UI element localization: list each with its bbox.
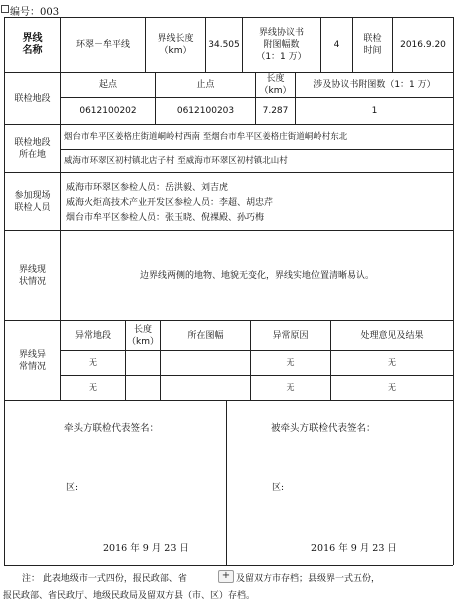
map-count-value: 4 — [333, 40, 340, 50]
inspection-time-value: 2016.9.20 — [400, 40, 446, 50]
segment-length-value: 7.287 — [262, 106, 289, 116]
status-text: 边界线两侧的地物、地貌无变化，界线实地位置清晰易认。 — [139, 270, 374, 281]
location-line-2: 威海市环翠区初村镇北店子村 至威海市环翠区初村镇北山村 — [64, 156, 288, 166]
abnormal-row-label: 界线异 常情况 — [18, 349, 46, 372]
abnormal-cell-resolution: 无 — [388, 383, 396, 392]
lead-signature-label: 牵头方联检代表签名： — [64, 423, 160, 434]
boundary-length-value: 34.505 — [208, 40, 240, 50]
abnormal-cell-length — [126, 376, 160, 400]
add-icon[interactable]: + — [218, 570, 234, 583]
abnormal-cell-map-sheet — [161, 351, 250, 375]
inspection-time-label: 联检 时间 — [363, 34, 382, 56]
doc-number: 编号：003 — [10, 7, 60, 18]
abnormal-cell-reason: 无 — [286, 383, 295, 392]
boundary-name-value: 环翠－牟平线 — [75, 40, 130, 50]
personnel-line-1: 威海市环翠区参检人员：岳洪毅、刘吉虎 — [66, 183, 229, 193]
location-row-label: 联检地段 所在地 — [14, 137, 51, 160]
other-signature-date: 2016 年 9 月 23 日 — [311, 543, 397, 554]
map-count-label: 界线协议书 附图幅数 （1：1 万） — [256, 28, 307, 62]
segment-row-label: 联检地段 — [14, 93, 51, 104]
segment-length-label: 长度 （km） — [259, 74, 292, 96]
abnormal-cell-map-sheet — [161, 376, 250, 400]
personnel-line-3: 烟台市牟平区参检人员：张玉晓、倪裸殿、孙巧梅 — [66, 213, 265, 223]
segment-start-label: 起点 — [98, 80, 117, 90]
abnormal-cell-segment: 无 — [89, 383, 97, 392]
segment-end-value: 0612100203 — [176, 106, 235, 116]
boundary-name-label: 界线 名称 — [22, 33, 43, 56]
note-line-1b: 及留双方市存档；县级界一式五份， — [236, 574, 381, 584]
abnormal-cell-reason: 无 — [286, 358, 295, 367]
location-line-1: 烟台市牟平区姜格庄街道峒岭村西南 至烟台市牟平区姜格庄街道峒岭村东北 — [64, 132, 348, 142]
other-district-label: 区: — [272, 483, 285, 493]
status-row-label: 界线现 状情况 — [18, 264, 46, 287]
abnormal-header-length: 长度 （km） — [127, 324, 159, 347]
abnormal-header-resolution: 处理意见及结果 — [360, 330, 424, 341]
segment-map-value: 1 — [371, 106, 378, 116]
other-signature-label: 被牵头方联检代表签名： — [271, 423, 376, 434]
lead-district-label: 区: — [66, 483, 79, 493]
boundary-length-label: 界线长度 （km） — [157, 34, 194, 56]
note-line-1a: 注： 此表地级市一式四份，报民政部、省 — [22, 574, 187, 584]
abnormal-cell-segment: 无 — [89, 358, 97, 367]
note-line-2: 报民政部、省民政厅、地级民政局及留双方县（市、区）存档。 — [3, 591, 256, 601]
abnormal-header-segment: 异常地段 — [74, 330, 111, 341]
abnormal-cell-resolution: 无 — [388, 358, 396, 367]
segment-end-label: 止点 — [196, 80, 215, 90]
abnormal-header-map-sheet: 所在图幅 — [187, 330, 224, 341]
personnel-line-2: 威海火炬高技术产业开发区参检人员：李超、胡忠芹 — [66, 198, 274, 208]
personnel-row-label: 参加现场 联检人员 — [14, 190, 51, 213]
abnormal-cell-length — [126, 351, 160, 375]
segment-map-label: 涉及协议书附图数（1：1 万） — [313, 80, 436, 90]
doc-number-icon — [1, 5, 9, 13]
abnormal-header-reason: 异常原因 — [272, 330, 309, 341]
segment-start-value: 0612100202 — [79, 106, 137, 116]
lead-signature-date: 2016 年 9 月 23 日 — [103, 543, 189, 554]
